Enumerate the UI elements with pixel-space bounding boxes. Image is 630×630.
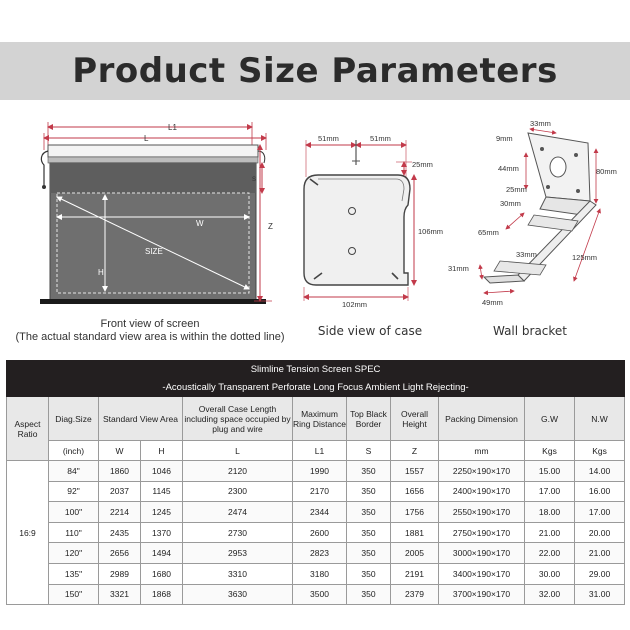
- cell-h: 1680: [141, 563, 183, 584]
- cell-l: 2953: [183, 543, 293, 564]
- cell-h: 1494: [141, 543, 183, 564]
- cell-w: 2037: [99, 481, 141, 502]
- cell-pack: 2750×190×170: [439, 522, 525, 543]
- cell-s: 350: [347, 563, 391, 584]
- cell-s: 350: [347, 584, 391, 605]
- diagram-area: [0, 105, 630, 355]
- title-banner: [0, 42, 630, 100]
- cell-diag: 150": [49, 584, 99, 605]
- label-z: Z: [268, 222, 273, 231]
- cell-h: 1868: [141, 584, 183, 605]
- cell-pack: 2550×190×170: [439, 502, 525, 523]
- cell-w: 1860: [99, 461, 141, 482]
- cell-s: 350: [347, 481, 391, 502]
- label-s: S: [252, 177, 257, 183]
- cell-gw: 30.00: [525, 563, 575, 584]
- front-view-drawing: [40, 122, 272, 304]
- cell-gw: 22.00: [525, 543, 575, 564]
- cell-gw: 17.00: [525, 481, 575, 502]
- header-nw: N.W: [575, 397, 625, 441]
- cell-gw: 21.00: [525, 522, 575, 543]
- cell-l: 2474: [183, 502, 293, 523]
- header-gw: G.W: [525, 397, 575, 441]
- cell-pack: 3000×190×170: [439, 543, 525, 564]
- unit-s: S: [347, 441, 391, 461]
- front-view-caption: [0, 318, 300, 344]
- cell-diag: 110": [49, 522, 99, 543]
- cell-z: 1557: [391, 461, 439, 482]
- header-max-ring-distance: Maximum Ring Distance: [293, 397, 347, 441]
- bracket-dim-125: 125mm: [572, 253, 598, 262]
- dim-top-height: 25mm: [412, 160, 433, 169]
- cell-nw: 14.00: [575, 461, 625, 482]
- cell-diag: 84": [49, 461, 99, 482]
- cell-w: 2435: [99, 522, 141, 543]
- cell-gw: 15.00: [525, 461, 575, 482]
- cell-diag: 92": [49, 481, 99, 502]
- dim-top-left: 51mm: [318, 134, 339, 143]
- cell-l1: 3500: [293, 584, 347, 605]
- header-overall-case-length: Overall Case Length including space occupied by plug and wire: [183, 397, 293, 441]
- bracket-dim-49: 49mm: [482, 298, 503, 307]
- cell-h: 1245: [141, 502, 183, 523]
- spec-subtitle: -Acoustically Transparent Perforate Long Focus Ambient Light Rejecting-: [7, 379, 625, 397]
- bracket-dim-65: 65mm: [478, 228, 499, 237]
- dim-top-right: 51mm: [370, 134, 391, 143]
- header-diag-size: Diag.Size: [49, 397, 99, 441]
- header-standard-view-area: Standard View Area: [99, 397, 183, 441]
- side-view-caption: Side view of case: [317, 324, 423, 338]
- spec-subtitle-row: [7, 379, 625, 397]
- unit-l: L: [183, 441, 293, 461]
- label-l1: L1: [168, 123, 177, 132]
- cell-nw: 29.00: [575, 563, 625, 584]
- cell-z: 2005: [391, 543, 439, 564]
- cell-w: 2989: [99, 563, 141, 584]
- table-row: [7, 543, 625, 564]
- cell-w: 3321: [99, 584, 141, 605]
- cell-nw: 16.00: [575, 481, 625, 502]
- cell-z: 2379: [391, 584, 439, 605]
- cell-z: 2191: [391, 563, 439, 584]
- cell-l1: 2823: [293, 543, 347, 564]
- unit-nw: Kgs: [575, 441, 625, 461]
- table-row: [7, 481, 625, 502]
- cell-s: 350: [347, 543, 391, 564]
- front-view-caption-line2: (The actual standard view area is within the dotted line): [15, 331, 285, 343]
- label-l: L: [144, 134, 149, 143]
- spec-table-body: [7, 461, 625, 605]
- column-header-row: [7, 397, 625, 441]
- cell-w: 2214: [99, 502, 141, 523]
- cell-nw: 17.00: [575, 502, 625, 523]
- cell-pack: 2250×190×170: [439, 461, 525, 482]
- aspect-ratio-value: 16:9: [7, 461, 49, 605]
- bracket-dim-9: 9mm: [496, 134, 513, 143]
- cell-nw: 20.00: [575, 522, 625, 543]
- label-w: W: [196, 219, 204, 228]
- cell-gw: 32.00: [525, 584, 575, 605]
- table-row: [7, 502, 625, 523]
- bracket-dim-44: 44mm: [498, 164, 519, 173]
- cell-s: 350: [347, 502, 391, 523]
- label-size: SIZE: [145, 247, 163, 256]
- header-aspect-ratio: Aspect Ratio: [7, 397, 49, 461]
- spec-title: Slimline Tension Screen SPEC: [7, 361, 625, 379]
- unit-row: [7, 441, 625, 461]
- cell-l: 3630: [183, 584, 293, 605]
- cell-l: 2300: [183, 481, 293, 502]
- table-row: [7, 522, 625, 543]
- dim-height: 106mm: [418, 227, 444, 236]
- spec-table: [6, 360, 625, 605]
- cell-l1: 3180: [293, 563, 347, 584]
- page-title: Product Size Parameters: [72, 51, 558, 91]
- front-view-caption-line1: Front view of screen: [100, 318, 200, 330]
- cell-h: 1145: [141, 481, 183, 502]
- dim-width: 102mm: [342, 300, 368, 309]
- table-row: [7, 461, 625, 482]
- unit-l1: L1: [293, 441, 347, 461]
- spec-title-row: [7, 361, 625, 379]
- cell-diag: 100": [49, 502, 99, 523]
- cell-w: 2656: [99, 543, 141, 564]
- cell-l1: 1990: [293, 461, 347, 482]
- cell-pack: 2400×190×170: [439, 481, 525, 502]
- bracket-dim-33-top: 33mm: [530, 119, 551, 128]
- bracket-dim-80: 80mm: [596, 167, 617, 176]
- header-top-black-border: Top Black Border: [347, 397, 391, 441]
- cell-pack: 3700×190×170: [439, 584, 525, 605]
- cell-l1: 2344: [293, 502, 347, 523]
- cell-l: 2120: [183, 461, 293, 482]
- cell-diag: 120": [49, 543, 99, 564]
- cell-l: 3310: [183, 563, 293, 584]
- label-h: H: [98, 268, 104, 277]
- bracket-dim-33-mid: 33mm: [516, 250, 537, 259]
- header-packing-dimension: Packing Dimension: [439, 397, 525, 441]
- cell-s: 350: [347, 522, 391, 543]
- cell-nw: 31.00: [575, 584, 625, 605]
- cell-pack: 3400×190×170: [439, 563, 525, 584]
- cell-l: 2730: [183, 522, 293, 543]
- table-row: [7, 563, 625, 584]
- cell-z: 1656: [391, 481, 439, 502]
- cell-h: 1370: [141, 522, 183, 543]
- unit-w: W: [99, 441, 141, 461]
- header-overall-height: Overall Height: [391, 397, 439, 441]
- bracket-dim-31: 31mm: [448, 264, 469, 273]
- unit-h: H: [141, 441, 183, 461]
- bracket-dim-30: 30mm: [500, 199, 521, 208]
- unit-z: Z: [391, 441, 439, 461]
- cell-gw: 18.00: [525, 502, 575, 523]
- cell-z: 1756: [391, 502, 439, 523]
- wall-bracket-drawing: [480, 129, 600, 293]
- cell-l1: 2600: [293, 522, 347, 543]
- bracket-dim-25: 25mm: [506, 185, 527, 194]
- cell-h: 1046: [141, 461, 183, 482]
- cell-l1: 2170: [293, 481, 347, 502]
- unit-diag: (inch): [49, 441, 99, 461]
- side-view-drawing: [304, 140, 414, 301]
- unit-gw: Kgs: [525, 441, 575, 461]
- wall-bracket-caption: Wall bracket: [492, 324, 568, 338]
- table-row: [7, 584, 625, 605]
- unit-pack: mm: [439, 441, 525, 461]
- cell-diag: 135": [49, 563, 99, 584]
- cell-nw: 21.00: [575, 543, 625, 564]
- cell-s: 350: [347, 461, 391, 482]
- cell-z: 1881: [391, 522, 439, 543]
